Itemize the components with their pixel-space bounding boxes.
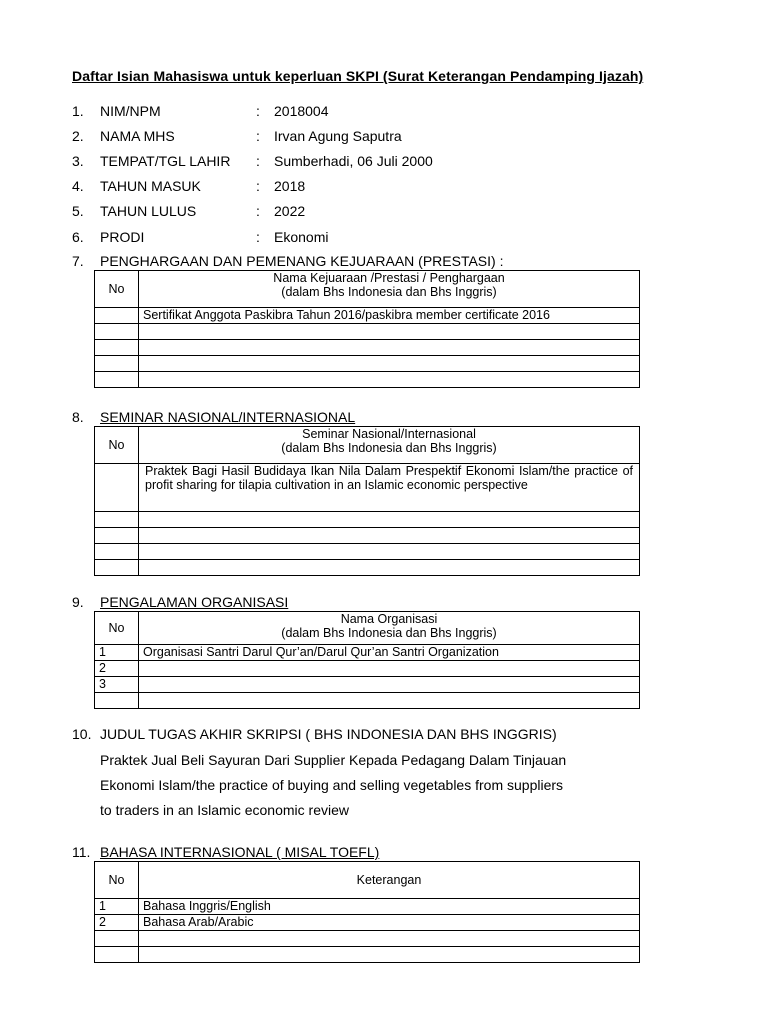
field-colon: : xyxy=(256,128,260,144)
header-line-1: Nama Kejuaraan /Prestasi / Penghargaan xyxy=(273,271,505,285)
section-seminar-heading xyxy=(72,409,355,425)
row-text xyxy=(139,560,640,576)
field-label: TAHUN LULUS xyxy=(100,203,197,219)
bahasa-table xyxy=(94,861,640,963)
table-row xyxy=(95,308,640,324)
header-line-2: (dalam Bhs Indonesia dan Bhs Inggris) xyxy=(281,285,497,299)
table-row xyxy=(95,915,640,931)
row-text xyxy=(139,356,640,372)
table-row xyxy=(95,931,640,947)
table-header-row xyxy=(95,427,640,464)
table-row xyxy=(95,677,640,693)
header-no: No xyxy=(95,427,139,464)
table-row xyxy=(95,464,640,512)
table-row xyxy=(95,661,640,677)
field-label: NAMA MHS xyxy=(100,128,175,144)
row-no xyxy=(95,372,139,388)
field-value: Irvan Agung Saputra xyxy=(274,128,402,144)
row-no xyxy=(95,560,139,576)
row-no: 2 xyxy=(95,915,139,931)
header-description: Keterangan xyxy=(139,862,640,899)
table-row xyxy=(95,899,640,915)
row-no xyxy=(95,356,139,372)
row-text: Bahasa Inggris/English xyxy=(139,899,640,915)
row-text xyxy=(139,340,640,356)
table-row xyxy=(95,512,640,528)
table-row xyxy=(95,340,640,356)
row-text xyxy=(139,544,640,560)
section-title: BAHASA INTERNASIONAL ( MISAL TOEFL) xyxy=(100,844,380,860)
row-no xyxy=(95,693,139,709)
section-number: 7. xyxy=(72,253,84,269)
field-colon: : xyxy=(256,229,260,245)
field-colon: : xyxy=(256,178,260,194)
section-prestasi-heading xyxy=(72,253,503,269)
field-value: 2018004 xyxy=(274,103,329,119)
field-number: 4. xyxy=(72,178,84,194)
row-text: Organisasi Santri Darul Qur’an/Darul Qur’an Santri Organization xyxy=(139,645,640,661)
row-text xyxy=(139,661,640,677)
header-no: No xyxy=(95,271,139,308)
table-header-row xyxy=(95,612,640,645)
field-label: PRODI xyxy=(100,229,145,245)
header-line-1: Nama Organisasi xyxy=(340,612,438,626)
header-description xyxy=(139,427,640,464)
row-text xyxy=(139,372,640,388)
section-title: PENGALAMAN ORGANISASI xyxy=(100,594,289,610)
row-text xyxy=(139,677,640,693)
row-no: 1 xyxy=(95,645,139,661)
field-value: 2022 xyxy=(274,203,306,219)
section-title: SEMINAR NASIONAL/INTERNASIONAL xyxy=(100,409,356,425)
section-number: 9. xyxy=(72,594,84,610)
table-row xyxy=(95,947,640,963)
table-row xyxy=(95,560,640,576)
row-text xyxy=(139,324,640,340)
field-colon: : xyxy=(256,203,260,219)
header-no: No xyxy=(95,612,139,645)
section-bahasa-heading xyxy=(72,844,379,860)
section-organisasi-heading xyxy=(72,594,288,610)
skripsi-title-line-2: Ekonomi Islam/the practice of buying and selling vegetables from suppliers xyxy=(100,777,564,793)
section-number: 10. xyxy=(72,726,92,742)
field-number: 1. xyxy=(72,103,84,119)
field-label: TEMPAT/TGL LAHIR xyxy=(100,153,231,169)
row-no xyxy=(95,528,139,544)
table-row xyxy=(95,324,640,340)
field-value: Sumberhadi, 06 Juli 2000 xyxy=(274,153,433,169)
header-line-2: (dalam Bhs Indonesia dan Bhs Inggris) xyxy=(281,626,497,640)
field-number: 6. xyxy=(72,229,84,245)
field-colon: : xyxy=(256,153,260,169)
table-row xyxy=(95,372,640,388)
field-number: 5. xyxy=(72,203,84,219)
row-no xyxy=(95,512,139,528)
header-description xyxy=(139,271,640,308)
row-no: 3 xyxy=(95,677,139,693)
field-value: 2018 xyxy=(274,178,306,194)
section-number: 11. xyxy=(72,844,91,860)
field-number: 3. xyxy=(72,153,84,169)
section-title: JUDUL TUGAS AKHIR SKRIPSI ( BHS INDONESIA DAN BHS INGGRIS) xyxy=(100,726,557,742)
row-text: Praktek Bagi Hasil Budidaya Ikan Nila Dalam Prespektif Ekonomi Islam/the practice of profit sharing for tilapia cultivation in an Islamic economic perspective xyxy=(139,464,640,512)
row-no: 1 xyxy=(95,899,139,915)
prestasi-table xyxy=(94,270,640,388)
seminar-table xyxy=(94,426,640,576)
table-row xyxy=(95,645,640,661)
row-text xyxy=(139,512,640,528)
table-row xyxy=(95,528,640,544)
skripsi-title-line-1: Praktek Jual Beli Sayuran Dari Supplier Kepada Pedagang Dalam Tinjauan xyxy=(100,752,567,768)
row-text xyxy=(139,528,640,544)
row-text: Bahasa Arab/Arabic xyxy=(139,915,640,931)
field-label: TAHUN MASUK xyxy=(100,178,201,194)
row-no xyxy=(95,544,139,560)
table-header-row xyxy=(95,271,640,308)
row-text xyxy=(139,947,640,963)
row-text xyxy=(139,931,640,947)
row-text: Sertifikat Anggota Paskibra Tahun 2016/paskibra member certificate 2016 xyxy=(139,308,640,324)
field-colon: : xyxy=(256,103,260,119)
table-header-row xyxy=(95,862,640,899)
header-line-2: (dalam Bhs Indonesia dan Bhs Inggris) xyxy=(281,441,497,455)
section-skripsi-heading xyxy=(72,726,557,742)
row-no xyxy=(95,931,139,947)
header-no: No xyxy=(95,862,139,899)
table-row xyxy=(95,544,640,560)
row-no xyxy=(95,947,139,963)
row-no xyxy=(95,324,139,340)
row-no xyxy=(95,340,139,356)
header-description xyxy=(139,612,640,645)
document-title: Daftar Isian Mahasiswa untuk keperluan SKPI (Surat Keterangan Pendamping Ijazah) xyxy=(72,68,644,84)
row-no xyxy=(95,464,139,512)
row-text xyxy=(139,693,640,709)
section-number: 8. xyxy=(72,409,84,425)
field-value: Ekonomi xyxy=(274,229,329,245)
field-label: NIM/NPM xyxy=(100,103,161,119)
section-title: PENGHARGAAN DAN PEMENANG KEJUARAAN (PRESTASI) : xyxy=(100,253,504,269)
skripsi-title-line-3: to traders in an Islamic economic review xyxy=(100,802,349,818)
row-no xyxy=(95,308,139,324)
organisasi-table xyxy=(94,611,640,709)
table-row xyxy=(95,356,640,372)
row-no: 2 xyxy=(95,661,139,677)
header-line-1: Seminar Nasional/Internasional xyxy=(302,427,476,441)
table-row xyxy=(95,693,640,709)
field-number: 2. xyxy=(72,128,84,144)
